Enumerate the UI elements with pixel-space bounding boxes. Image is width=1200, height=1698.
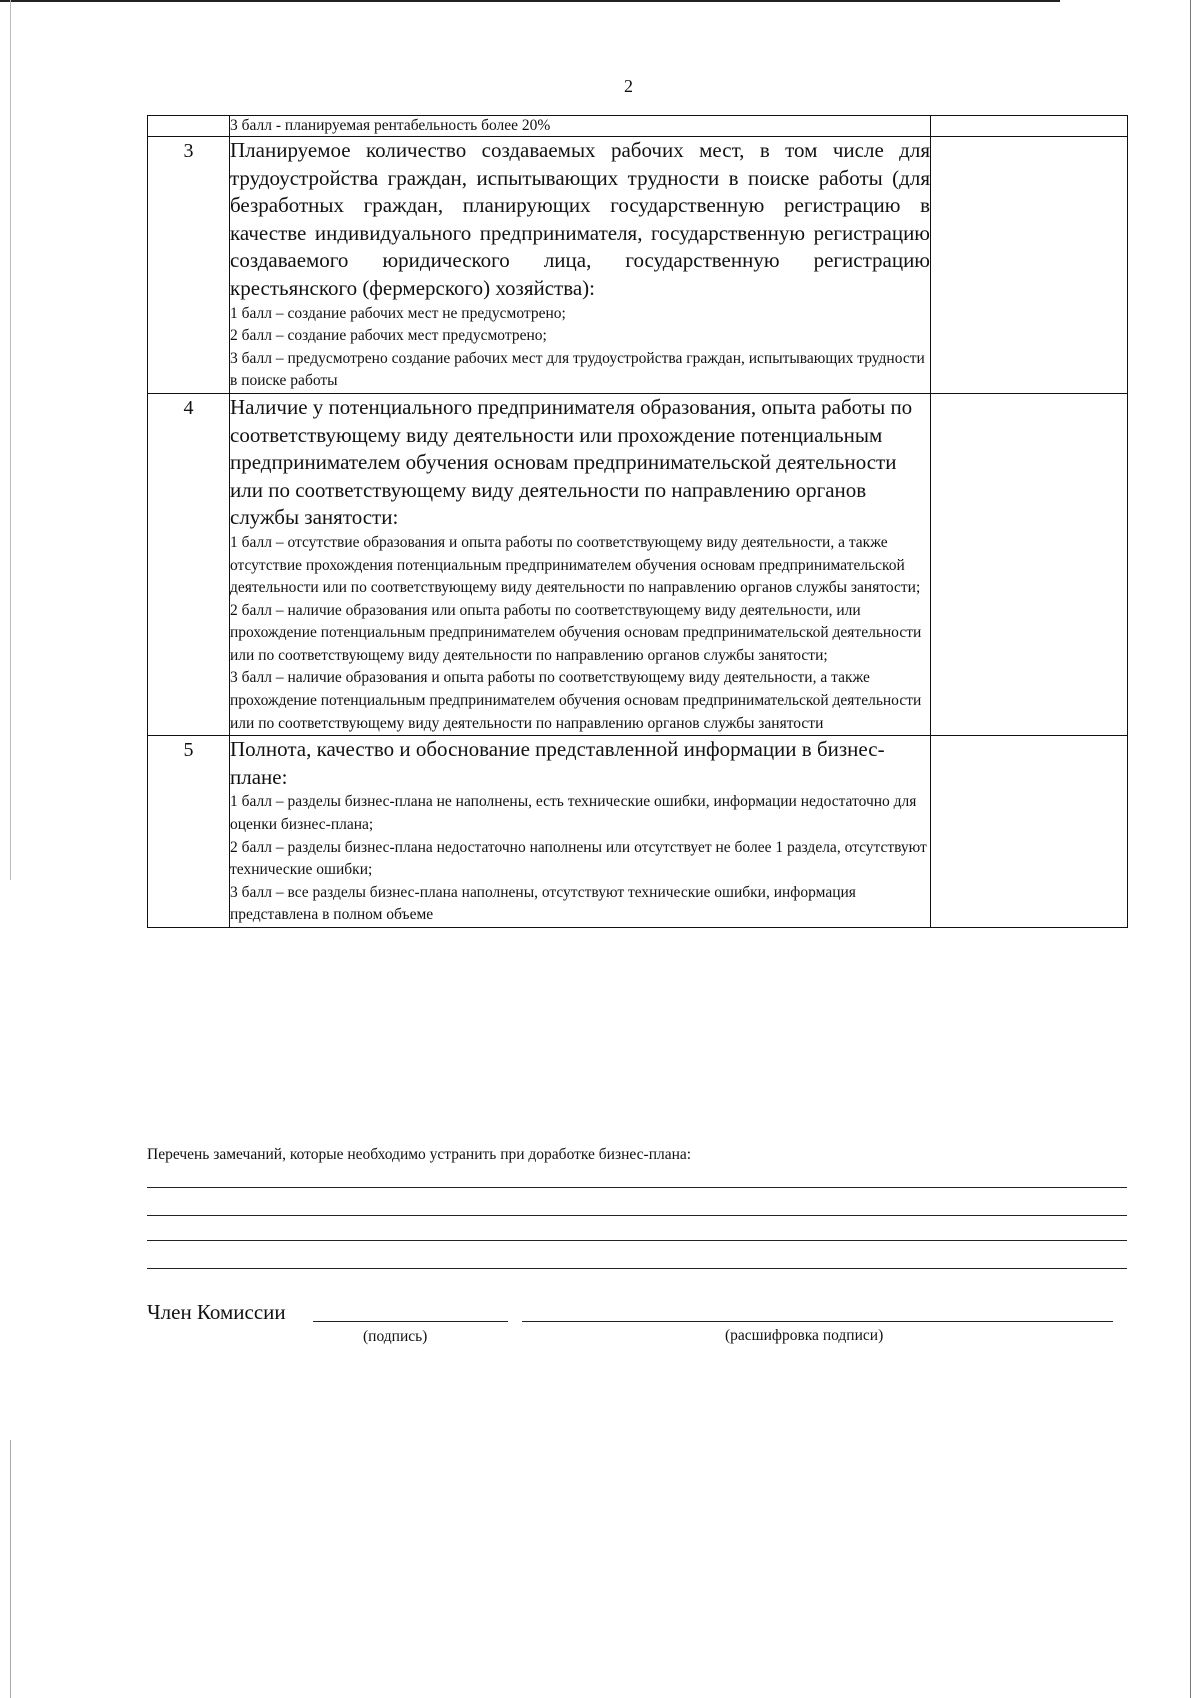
criteria-number: 5 [148,736,230,928]
name-caption: (расшифровка подписи) [725,1327,884,1344]
score-item: 1 балл – разделы бизнес-плана не наполнены, есть технические ошибки, информации недостаточно для оценки бизнес-плана; [230,793,917,834]
criteria-description [230,116,931,137]
score-item: 2 балл – наличие образования или опыта работы по соответствующему виду деятельности, или прохождение потенциальным предпринимателем обучения основам предпринимательской деятельности или по соответствующему виду деятельности по направлению органов службы занятости; [230,601,922,664]
criteria-table [147,115,1128,928]
remarks-line [147,1187,1127,1188]
score-item: 2 балл – создание рабочих мест предусмотрено; [230,327,547,345]
criteria-heading: Планируемое количество создаваемых рабочих мест, в том числе для трудоустройства граждан, испытывающих трудности в поиске работы (для безработных граждан, планирующих государственную регистрацию в качестве индивидуального предпринимателя, государственную регистрацию создаваемого юридического лица, государственную регистрацию крестьянского (фермерского) хозяйства): [230,138,930,300]
scan-edge-right [1190,0,1191,1698]
score-cell [931,137,1128,394]
score-item: 1 балл – создание рабочих мест не предусмотрено; [230,304,566,322]
name-line [522,1321,1113,1322]
scan-edge-bottom-left [10,1440,11,1698]
score-item: 1 балл – отсутствие образования и опыта работы по соответствующему виду деятельности, а также отсутствие прохождения потенциальным предпринимателем обучения основам предпринимательской деятельности или по соответствующему виду деятельности по направлению органов службы занятости; [230,533,921,597]
criteria-description [230,736,931,928]
criteria-row-continuation [148,116,1128,137]
remarks-line [147,1215,1127,1216]
criteria-row-4 [148,393,1128,735]
criteria-number: 3 [148,137,230,394]
remarks-line [147,1240,1127,1241]
score-item: 3 балл – все разделы бизнес-плана наполнены, отсутствуют технические ошибки, информация представлена в полном объеме [230,883,856,924]
score-item: 3 балл – предусмотрено создание рабочих мест для трудоустройства граждан, испытывающих трудности в поиске работы [230,349,925,390]
score-item: 3 балл - планируемая рентабельность более 20% [230,117,551,134]
criteria-heading: Полнота, качество и обоснование представленной информации в бизнес-плане: [230,737,885,789]
signature-caption: (подпись) [363,1328,428,1345]
criteria-description [230,137,931,394]
score-cell [931,393,1128,735]
scan-edge-top [0,0,1060,2]
score-item: 3 балл – наличие образования и опыта работы по соответствующему виду деятельности, а также прохождение потенциальным предпринимателем обучения основам предпринимательской деятельности или по соответствующему виду деятельности по направлению органов службы занятости [230,669,922,732]
page-number: 2 [624,76,633,96]
remarks-line [147,1268,1127,1269]
signature-line [313,1321,508,1322]
criteria-description [230,393,931,735]
score-cell [931,736,1128,928]
score-item: 2 балл – разделы бизнес-плана недостаточно наполнены или отсутствует не более 1 раздела, отсутствуют технические ошибки; [230,838,927,879]
scan-edge-left [10,0,11,880]
member-label: Член Комиссии [147,1300,286,1324]
score-cell [931,116,1128,137]
remarks-label: Перечень замечаний, которые необходимо устранить при доработке бизнес-плана: [147,1146,692,1163]
criteria-number [148,116,230,137]
criteria-heading: Наличие у потенциального предпринимателя образования, опыта работы по соответствующему виду деятельности или прохождение потенциальным предпринимателем обучения основам предпринимательской деятельности или по соответствующему виду деятельности по направлению органов службы занятости: [230,394,913,530]
criteria-row-3 [148,137,1128,394]
criteria-number: 4 [148,393,230,735]
criteria-row-5 [148,736,1128,928]
